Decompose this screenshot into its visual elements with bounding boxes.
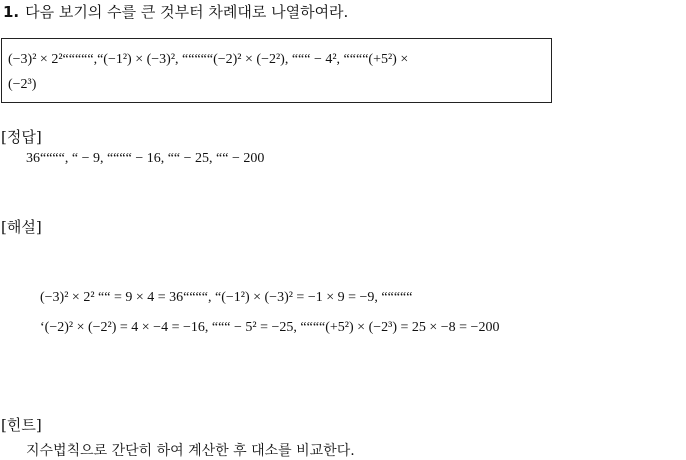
question-text: 다음 보기의 수를 큰 것부터 차례대로 나열하여라. [25,3,349,21]
explanation-label: [해설] [1,218,42,236]
choices-line-1: (−3)² × 2²“““““,“(−1²) × (−3)², “““““(−2)² × (−2²), “““ − 4², ““““(+5²) × [8,52,409,67]
explanation-line-1: (−3)² × 2² ““ = 9 × 4 = 36““““, “(−1²) × (−3)² = −1 × 9 = −9, “““““ [40,290,413,305]
hint-label: [힌트] [1,416,42,434]
question-number: 1. [3,3,20,21]
choices-box [1,38,552,103]
choices-line-2: (−2³) [8,77,37,92]
explanation-line-2: ‘(−2)² × (−2²) = 4 × −4 = −16, “““ − 5² = −25, ““““(+5²) × (−2³) = 25 × −8 = −200 [40,320,500,335]
hint-text: 지수법칙으로 간단히 하여 계산한 후 대소를 비교한다. [26,443,355,459]
answer-text: 36““““, “ − 9, ““““ − 16, ““ − 25, ““ − 200 [26,151,265,166]
question [3,1,348,22]
answer-label: [정답] [1,128,42,146]
